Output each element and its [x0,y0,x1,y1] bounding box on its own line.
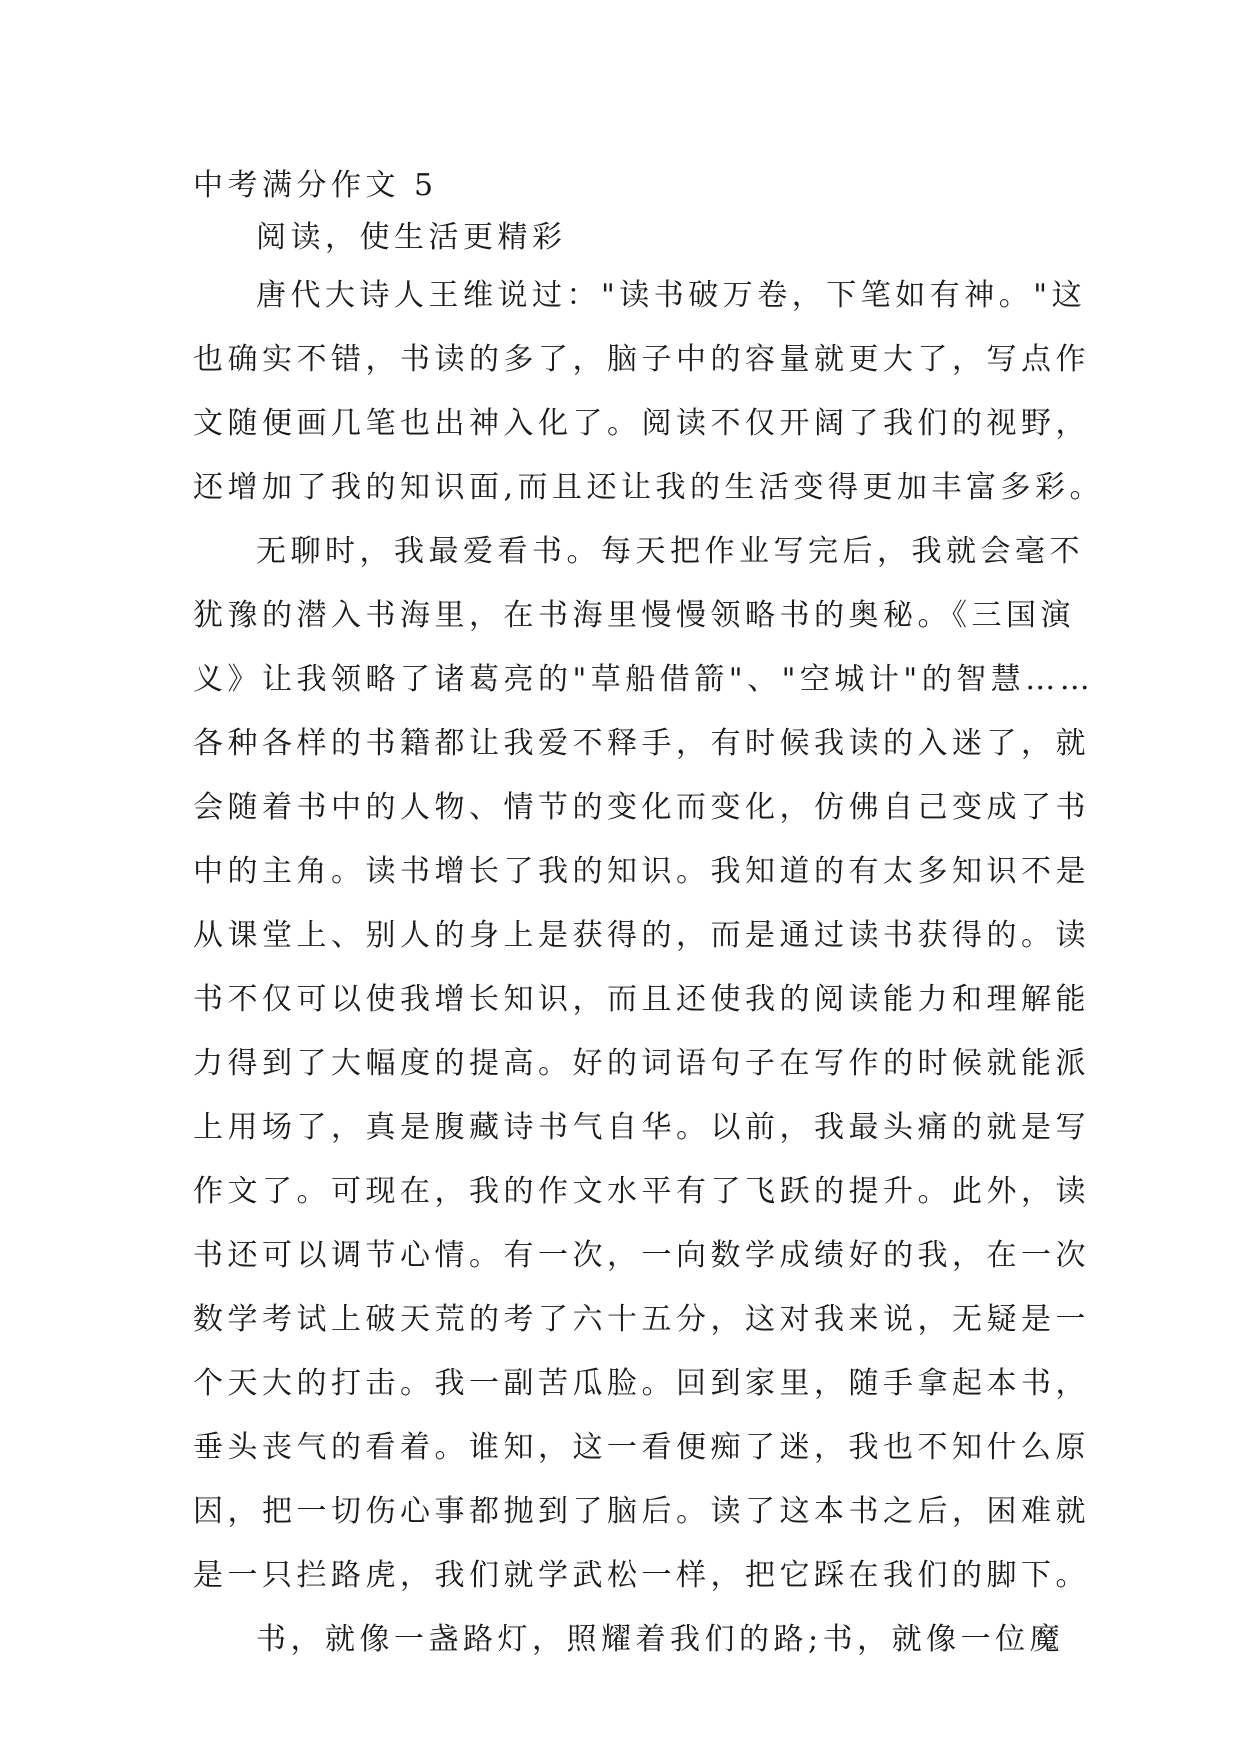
paragraph-line: 是一只拦路虎，我们就学武松一样，把它踩在我们的脚下。 [193,1558,1090,1593]
paragraph-line: 还增加了我的知识面,而且还让我的生活变得更加丰富多彩。 [193,470,1105,505]
paragraph-2 [193,520,1095,1608]
paragraph-line: 书不仅可以使我增长知识，而且还使我的阅读能力和理解能 [193,982,1090,1017]
paragraph-3 [193,1608,1073,1672]
document-body [193,160,1105,1672]
paragraph-line: 会随着书中的人物、情节的变化而变化，仿佛自己变成了书 [193,790,1090,825]
paragraph-line: 作文了。可现在，我的作文水平有了飞跃的提升。此外，读 [193,1174,1090,1209]
paragraph-line: 因，把一切伤心事都抛到了脑后。读了这本书之后，困难就 [193,1494,1090,1529]
paragraph-1 [193,264,1105,520]
paragraph-line: 个天大的打击。我一副苦瓜脸。回到家里，随手拿起本书， [193,1366,1090,1401]
document-header: 中考满分作文 5 [193,168,438,203]
paragraph-line: 中的主角。读书增长了我的知识。我知道的有太多知识不是 [193,854,1090,889]
paragraph-line: 数学考试上破天荒的考了六十五分，这对我来说，无疑是一 [193,1302,1090,1337]
paragraph-line: 唐代大诗人王维说过："读书破万卷，下笔如有神。"这 [256,278,1087,313]
paragraph-line: 义》让我领略了诸葛亮的"草船借箭"、"空城计"的智慧…… [193,662,1095,697]
paragraph-line: 各种各样的书籍都让我爱不释手，有时候我读的入迷了，就 [193,726,1090,761]
paragraph-line: 书还可以调节心情。有一次，一向数学成绩好的我，在一次 [193,1238,1090,1273]
essay-title: 阅读，使生活更精彩 [256,220,567,255]
paragraph-line: 书，就像一盏路灯，照耀着我们的路;书，就像一位魔 [256,1622,1065,1657]
paragraph-line: 上用场了，真是腹藏诗书气自华。以前，我最头痛的就是写 [193,1110,1090,1145]
paragraph-line: 从课堂上、别人的身上是获得的，而是通过读书获得的。读 [193,918,1090,953]
paragraph-line: 犹豫的潜入书海里，在书海里慢慢领略书的奥秘。《三国演 [193,598,1075,633]
paragraph-line: 无聊时，我最爱看书。每天把作业写完后，我就会毫不 [256,534,1084,569]
paragraph-line: 垂头丧气的看着。谁知，这一看便痴了迷，我也不知什么原 [193,1430,1090,1465]
paragraph-line: 文随便画几笔也出神入化了。阅读不仅开阔了我们的视野， [193,406,1090,441]
paragraph-line: 力得到了大幅度的提高。好的词语句子在写作的时候就能派 [193,1046,1090,1081]
paragraph-line: 也确实不错，书读的多了，脑子中的容量就更大了，写点作 [193,342,1090,377]
